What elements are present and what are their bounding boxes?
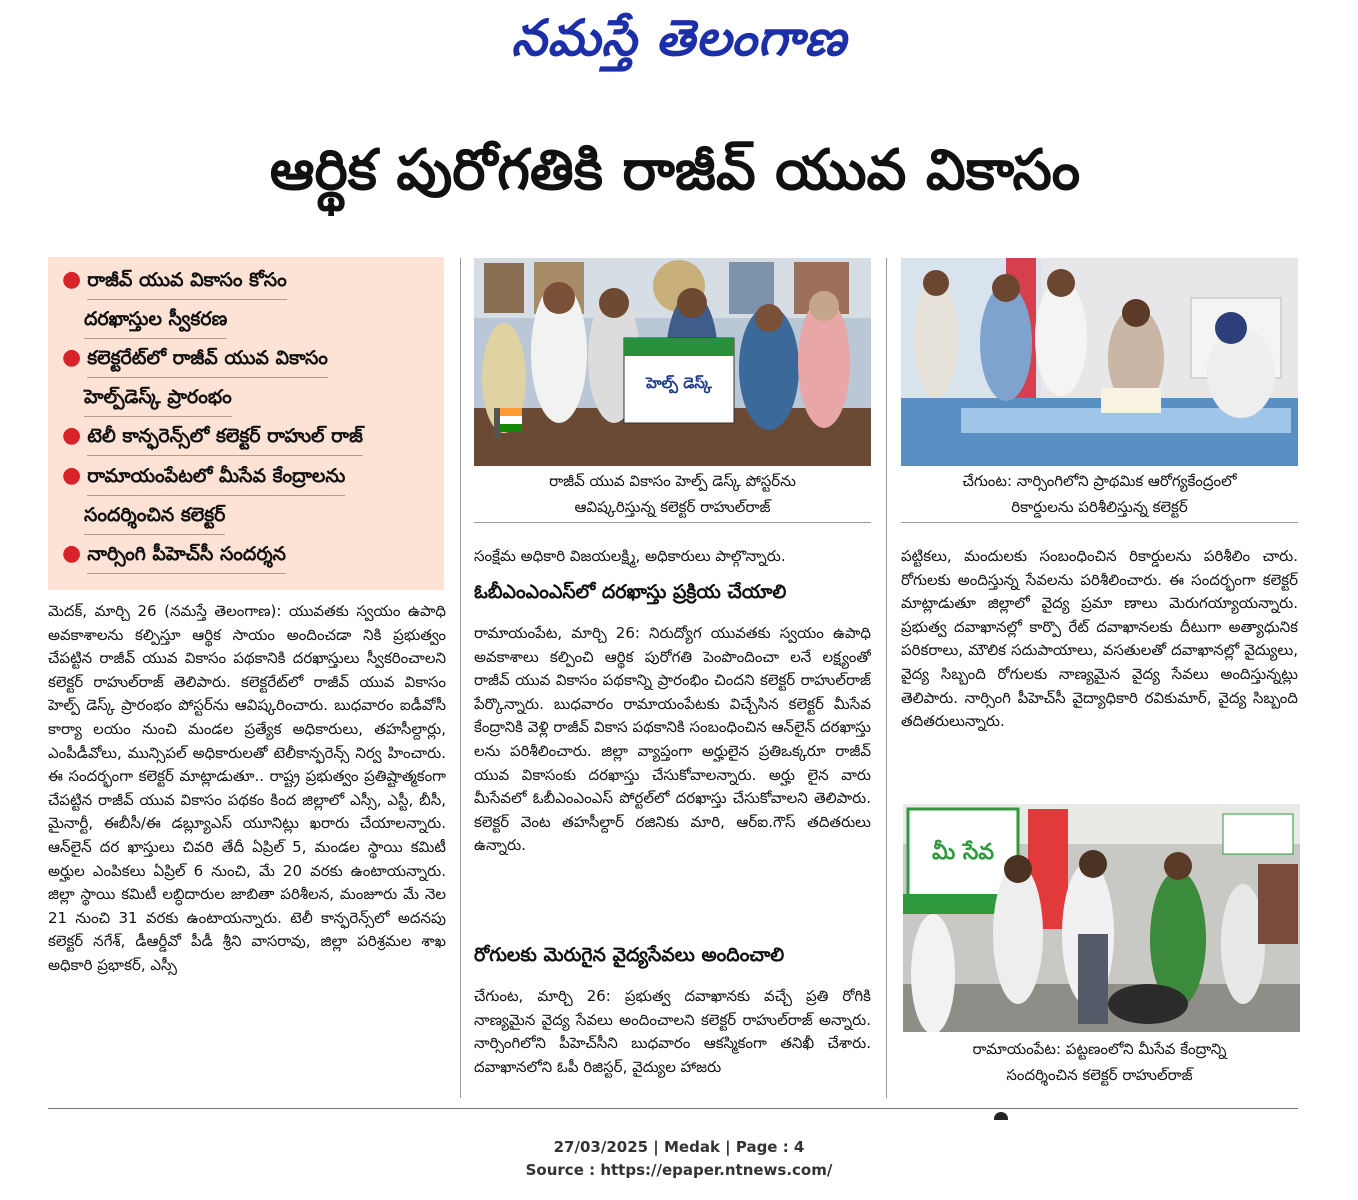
highlights-box — [48, 257, 444, 590]
article-col2-top — [474, 545, 871, 569]
subheading-medical: రోగులకు మెరుగైన వైద్యసేవలు అందించాలి — [474, 944, 785, 966]
poster-text: హెల్ప్ డెస్క్ — [646, 374, 712, 392]
photo-helpdesk-launch — [474, 258, 871, 466]
highlight-text: రామాయంపేటలో మీసేవ కేంద్రాలను — [87, 457, 345, 496]
footer-source: Source : https://epaper.ntnews.com/ — [525, 1161, 833, 1179]
photo-phc-inspection — [901, 258, 1298, 466]
caption-divider — [474, 522, 871, 523]
article-paragraph: చేగుంట, మార్చి 26: ప్రభుత్వ దవాఖానకు వచ్చే ప్రతి రోగికి నాణ్యమైన వైద్య సేవలు అందించాలని కలెక్టర్ రాహుల్‌రాజ్ అన్నారు. నార్సింగిలోని పీహెచ్‌సీని బుధవారం ఆకస్మికంగా తనిఖీ చేశారు. దవాఖానలోని ఓపీ రిజిస్టర్, వైద్యుల హాజరు — [474, 987, 871, 1076]
bullet-icon: ● — [62, 463, 82, 488]
article-col2-bottom — [474, 985, 871, 1098]
caption-divider — [901, 522, 1298, 523]
caption-line: ఆవిష్కరిస్తున్న కలెక్టర్ రాహుల్‌రాజ్ — [574, 498, 771, 516]
article-col2-mid — [474, 622, 871, 928]
article-col1 — [48, 600, 446, 1098]
column-divider — [886, 258, 887, 1098]
highlight-item — [62, 339, 328, 417]
highlight-text: నార్సింగి పీహెచ్‌సీ సందర్శన — [87, 535, 286, 574]
article-col3 — [901, 545, 1298, 783]
bullet-icon: ● — [62, 345, 82, 370]
highlight-text: కలెక్టరేట్‌లో రాజీవ్ యువ వికాసం — [87, 339, 328, 378]
highlight-text: రాజీవ్ యువ వికాసం కోసం — [87, 261, 287, 300]
headline: ఆర్థిక పురోగతికి రాజీవ్ యువ వికాసం — [269, 138, 1081, 203]
footer-date-page: 27/03/2025 | Medak | Page : 4 — [553, 1138, 805, 1156]
article-paragraph: పట్టికలు, మందులకు సంబంధించిన రికార్డులను పరిశీలిం చారు. రోగులకు అందిస్తున్న సేవలను పరిశీలించారు. ఈ సందర్భంగా కలెక్టర్ మాట్లాడుతూ జిల్లాలో వైద్య ప్రమా ణాలు మెరుగయ్యాయన్నారు. ప్రభుత్వ దవాఖానల్లో కార్పొ రేట్ దవాఖానలకు దీటుగా అత్యాధునిక పరికరాలు, మౌలిక సదుపాయాలు, వసతులతో దవాఖానల్లో వైద్యులు, వైద్య సిబ్బంది రోగులకు నాణ్యమైన వైద్య సేవలు అందిస్తున్నట్లు తెలిపారు. నార్సింగి పీహెచ్‌సీ వైద్యాధికారి రవికుమార్, వైద్య సిబ్బంది తదితరులున్నారు. — [901, 547, 1298, 731]
bullet-icon: ● — [62, 267, 82, 292]
caption-line: సందర్శించిన కలెక్టర్ రాహుల్‌రాజ్ — [1006, 1066, 1193, 1084]
subheading-obmms: ఓబీఎంఎంఎస్‌లో దరఖాస్తు ప్రక్రియ చేయాలి — [474, 581, 787, 603]
highlight-text: హెల్ప్‌డెస్క్ ప్రారంభం — [84, 378, 232, 417]
photo-meeseva-visit — [903, 804, 1300, 1032]
highlight-item — [62, 535, 286, 574]
page-marker-icon — [994, 1112, 1008, 1120]
highlight-text: సందర్శించిన కలెక్టర్ — [84, 496, 225, 535]
photo1-caption — [474, 468, 871, 520]
photo2-caption — [901, 468, 1298, 520]
article-paragraph: మెదక్, మార్చి 26 (నమస్తే తెలంగాణ): యువతకు స్వయం ఉపాధి అవకాశాలను కల్పిస్తూ ఆర్థిక సాయం అందించడా నికి ప్రభుత్వం చేపట్టిన రాజీవ్ యువ వికాసం పథకానికి దరఖాస్తులు స్వీకరించాలని కలెక్టర్ రాహుల్‌రాజ్ తెలిపారు. కలెక్టరేట్‌లో రాజీవ్ యువ వికాసం హెల్ప్ డెస్క్ ప్రారంభం పోస్టర్‌ను ఆవిష్కరించారు. బుధవారం ఐడీవోసీ కార్యా లయం నుంచి మండల ప్రత్యేక అధికారులు, తహసీల్దార్లు, ఎంపీడీవోలు, మున్సిపల్ అధికారులతో టెలీకాన్ఫరెన్స్ నిర్వ హించారు. ఈ సందర్భంగా కలెక్టర్ మాట్లాడుతూ.. రాష్ట్ర ప్రభుత్వం ప్రతిష్టాత్మకంగా చేపట్టిన రాజీవ్ యువ వికాసం పథకం కింద జిల్లాలో ఎస్సీ, ఎస్టీ, బీసీ, మైనార్టీ, ఈబీసీ/ఈ డబ్ల్యూఎస్ యూనిట్లు ఖరారు చేయాలన్నారు. ఆన్‌లైన్ దర ఖాస్తులు చివరి తేదీ ఏప్రిల్ 5, మండల స్థాయి కమిటీ అర్హుల ఎంపికలు ఏప్రిల్ 6 నుంచి, మే 20 వరకు ఉంటాయన్నారు. జిల్లా స్థాయి కమిటీ లబ్ధిదారుల జాబితా పరిశీలన, మంజూరు మే నెల 21 నుంచి 31 వరకు ఉంటాయన్నారు. టెలీ కాన్ఫరెన్స్‌లో అదనపు కలెక్టర్ నగేశ్, డీఆర్డీవో పీడీ శ్రీని వాసరావు, జిల్లా పరిశ్రమల శాఖ అధికారి ప్రభాకర్, ఎస్సీ — [48, 602, 446, 974]
caption-line: రికార్డులను పరిశీలిస్తున్న కలెక్టర్ — [1011, 498, 1188, 516]
highlight-text: దరఖాస్తుల స్వీకరణ — [84, 300, 227, 339]
photo3-caption — [901, 1036, 1298, 1088]
highlight-text: టెలీ కాన్ఫరెన్స్‌లో కలెక్టర్ రాహుల్ రాజ్ — [87, 417, 363, 456]
page-bottom-rule — [48, 1108, 1298, 1109]
column-divider — [460, 258, 461, 1098]
highlight-item — [62, 261, 287, 339]
highlight-item — [62, 417, 363, 456]
bullet-icon: ● — [62, 541, 82, 566]
article-paragraph: రామాయంపేట, మార్చి 26: నిరుద్యోగ యువతకు స్వయం ఉపాధి అవకాశాలు కల్పించి ఆర్థిక పురోగతి పెంపొందించా లనే లక్ష్యంతో రాజీవ్ యువ వికాసం పథకాన్ని ప్రారంభిం చిందని కలెక్టర్ రాహుల్‌రాజ్ పేర్కొన్నారు. బుధవారం రామాయంపేటకు విచ్చేసిన కలెక్టర్ మీసేవ కేంద్రానికి వెళ్లి రాజీవ్ వికాస పథకానికి సంబంధించిన ఆన్‌లైన్ దరఖాస్తు లను పరిశీలించారు. జిల్లా వ్యాప్తంగా అర్హులైన ప్రతిఒక్కరూ రాజీవ్ యువ వికాసంకు దరఖాస్తు చేసుకోవాలన్నారు. అర్హు లైన వారు మీసేవలో ఓబీఎంఎంఎస్ పోర్టల్‌లో దరఖాస్తు చేసుకోవాలని తెలిపారు. కలెక్టర్ వెంట తహసీల్దార్ రజినికు మారి, ఆర్ఐ.గౌస్ తదితరులు ఉన్నారు. — [474, 624, 871, 855]
bullet-icon: ● — [62, 423, 82, 448]
caption-line: రాజీవ్ యువ వికాసం హెల్ప్ డెస్క్ పోస్టర్‌ను — [549, 472, 796, 490]
highlight-item — [62, 457, 345, 535]
masthead-logo: నమస్తే తెలంగాణ — [511, 8, 847, 67]
meeseva-sign-text: మీ సేవ — [931, 840, 995, 865]
article-paragraph: సంక్షేమ అధికారి విజయలక్ష్మి, అధికారులు పాల్గొన్నారు. — [474, 547, 786, 565]
caption-line: రామాయంపేట: పట్టణంలోని మీసేవ కేంద్రాన్ని — [972, 1040, 1227, 1058]
caption-line: చేగుంట: నార్సింగిలోని ప్రాథమిక ఆరోగ్యకేంద్రంలో — [962, 472, 1237, 490]
